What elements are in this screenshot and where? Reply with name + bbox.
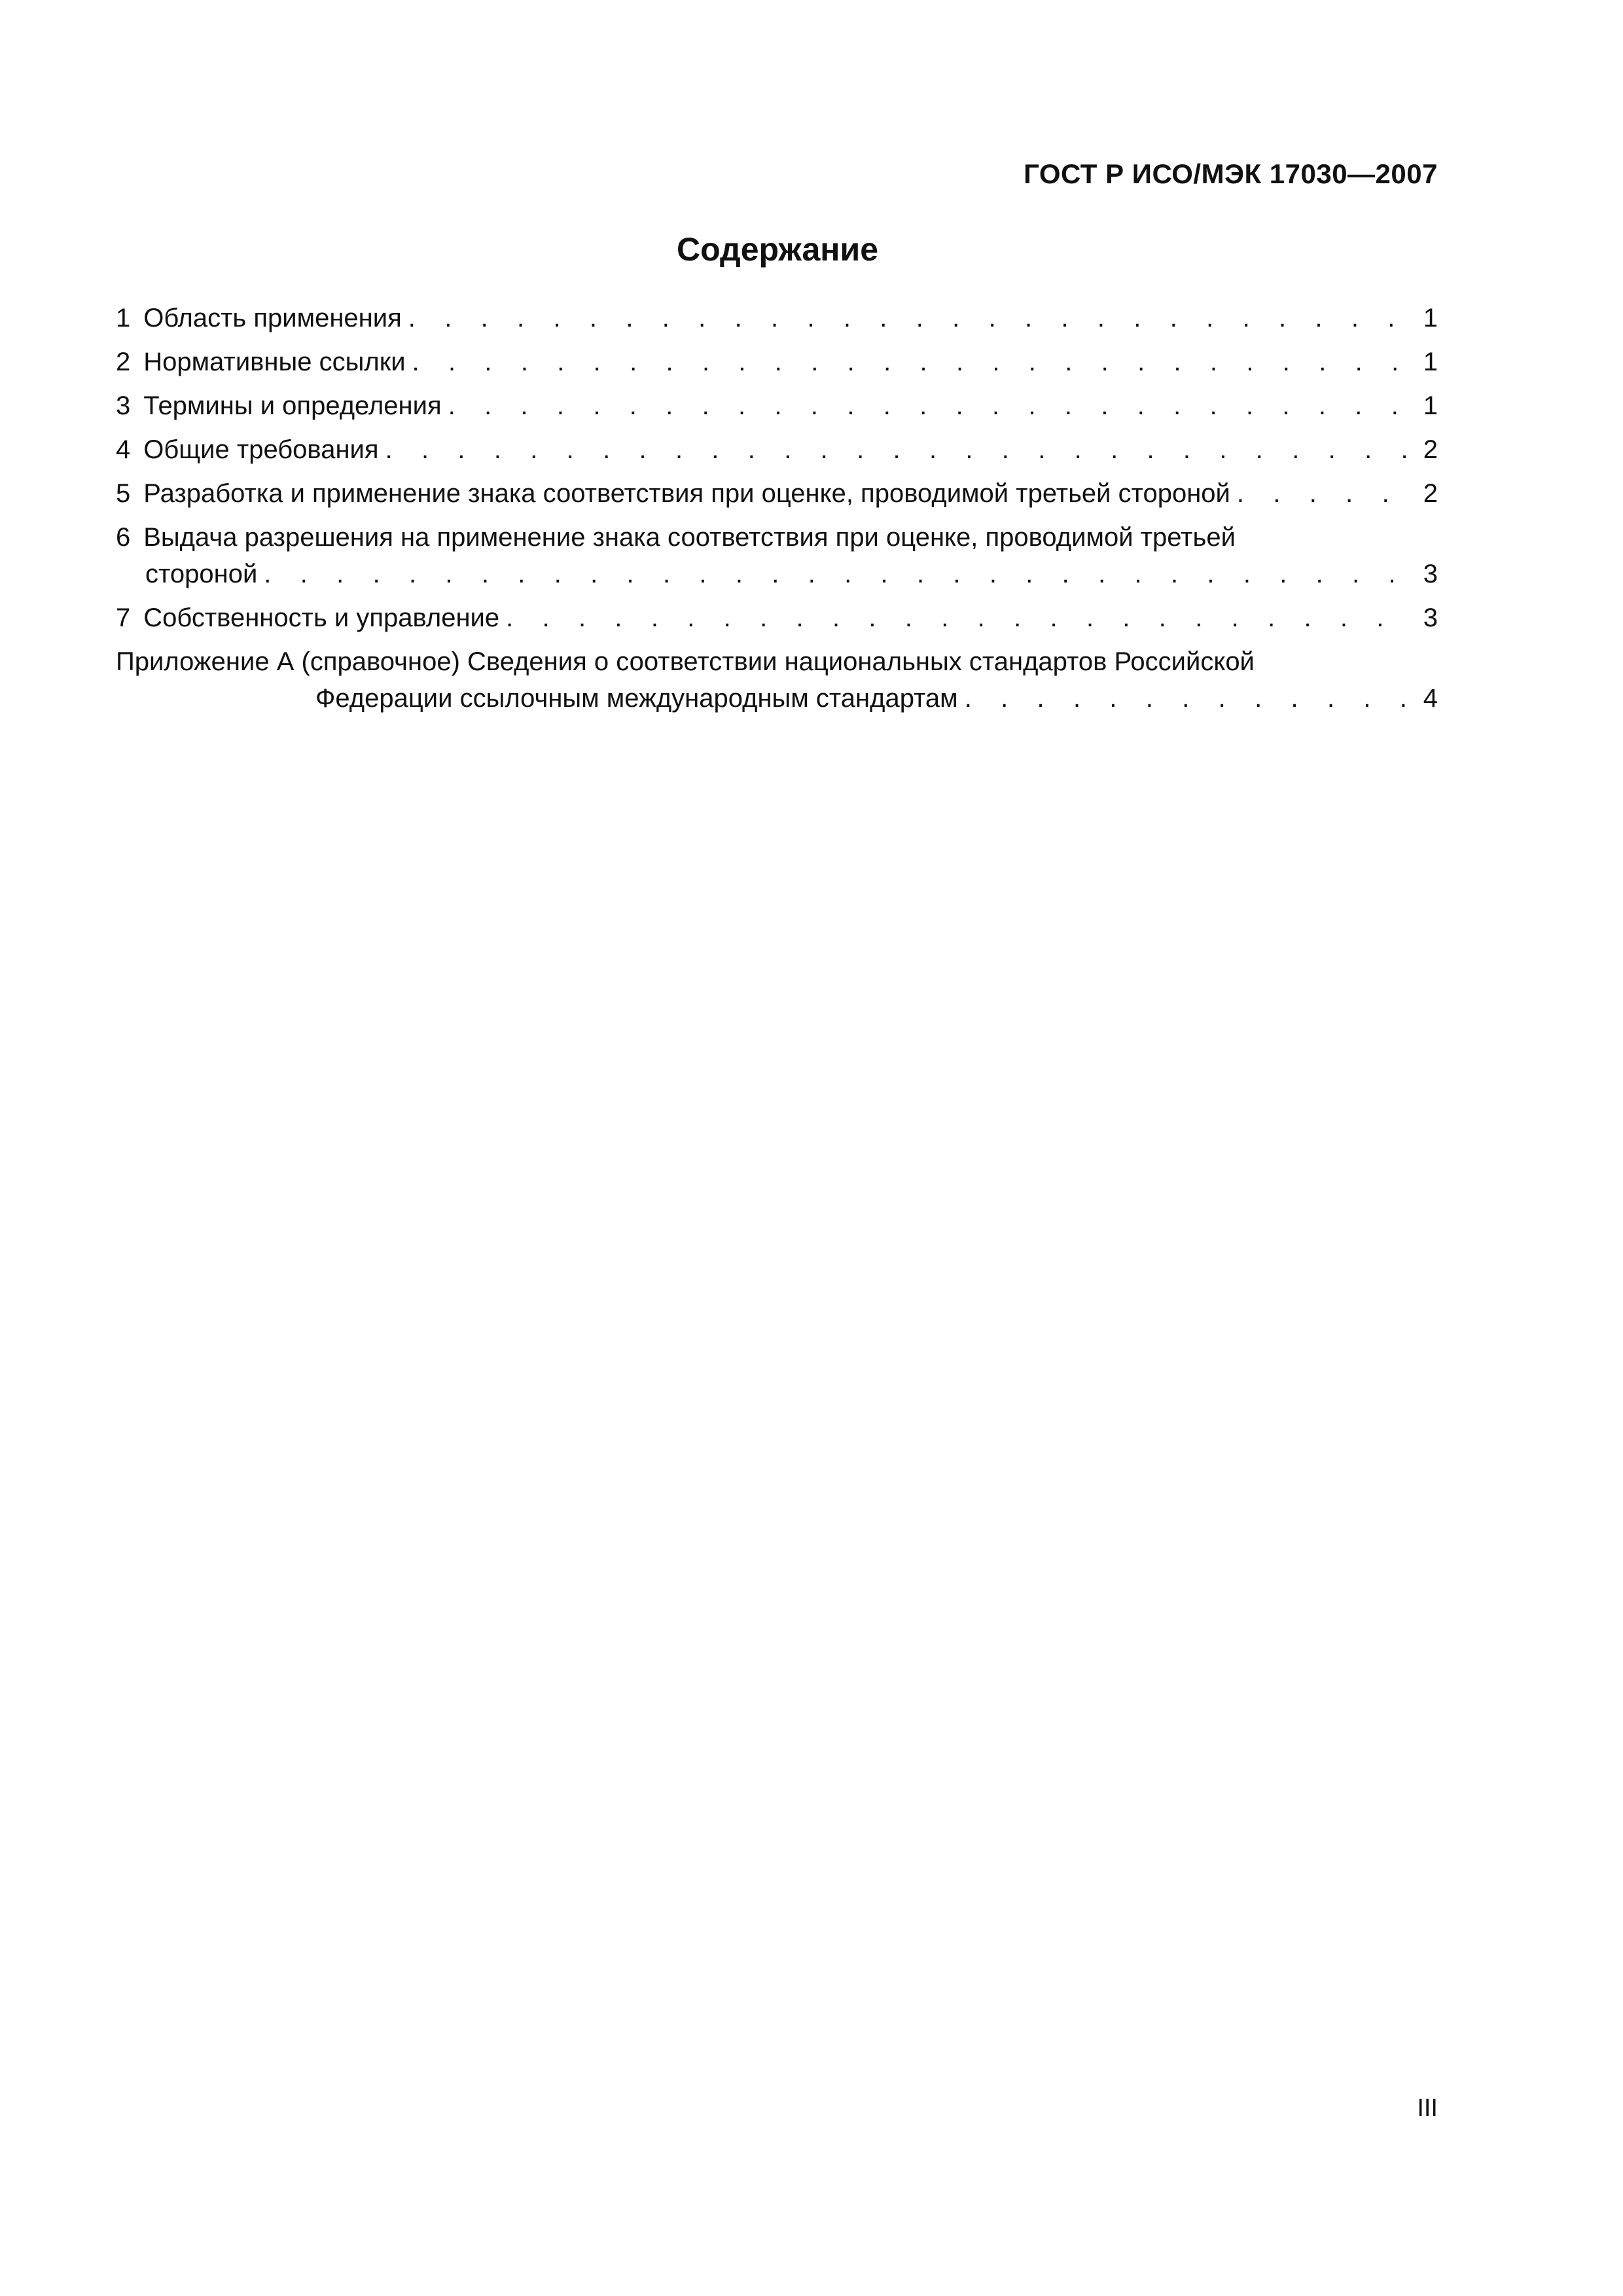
toc-entry-page: 1 [1423,304,1438,332]
toc-entry-5[interactable] [116,475,1438,512]
toc-leader-dots [1237,475,1413,512]
toc-leader-dots [965,680,1413,717]
appendix-title: Приложение А (справочное) Сведения о соответствии национальных стандартов Российской [116,647,1255,676]
toc-entry-text: Нормативные ссылки [143,348,406,376]
toc-leader-dots [506,600,1413,636]
page-number: III [1417,2094,1438,2122]
toc-title: Содержание [676,231,879,268]
toc-entry-text: Разработка и применение знака соответствия при оценке, проводимой третьей стороной [143,479,1230,508]
toc-entry-number: 3 [116,391,131,420]
toc-leader-dots [385,431,1413,468]
toc-entry-number: 4 [116,435,131,464]
toc-entry-page: 3 [1423,560,1438,588]
toc-entry-number: 2 [116,348,131,376]
toc-entry-text: Общие требования [143,435,379,464]
table-of-contents [116,300,1438,724]
appendix-title-continued: Федерации ссылочным международным стандартам [315,684,958,713]
toc-entry-number: 6 [116,523,131,552]
toc-entry-page: 2 [1423,479,1438,508]
toc-entry-number: 5 [116,479,131,508]
toc-leader-dots [264,556,1413,592]
toc-entry-page: 4 [1423,684,1438,713]
toc-leader-dots [412,344,1413,380]
toc-entry-text: Область применения [143,304,402,332]
toc-entry-number: 7 [116,603,131,632]
toc-entry-page: 1 [1423,391,1438,420]
toc-entry-number: 1 [116,304,131,332]
toc-leader-dots [448,387,1413,424]
toc-entry-3[interactable] [116,387,1438,424]
toc-entry-text-continued: стороной [145,560,258,588]
toc-entry-4[interactable] [116,431,1438,468]
toc-entry-1[interactable] [116,300,1438,336]
toc-entry-text: Термины и определения [143,391,442,420]
toc-entry-text: Собственность и управление [143,603,500,632]
toc-entry-7[interactable] [116,600,1438,636]
toc-entry-6[interactable] [116,519,1438,592]
toc-entry-2[interactable] [116,344,1438,380]
toc-leader-dots [408,300,1413,336]
toc-entry-appendix-a[interactable] [116,643,1438,717]
toc-entry-page: 2 [1423,435,1438,464]
toc-entry-page: 3 [1423,603,1438,632]
toc-entry-page: 1 [1423,348,1438,376]
document-code: ГОСТ Р ИСО/МЭК 17030—2007 [1024,158,1438,189]
toc-entry-text: Выдача разрешения на применение знака соответствия при оценке, проводимой третьей [143,523,1236,552]
